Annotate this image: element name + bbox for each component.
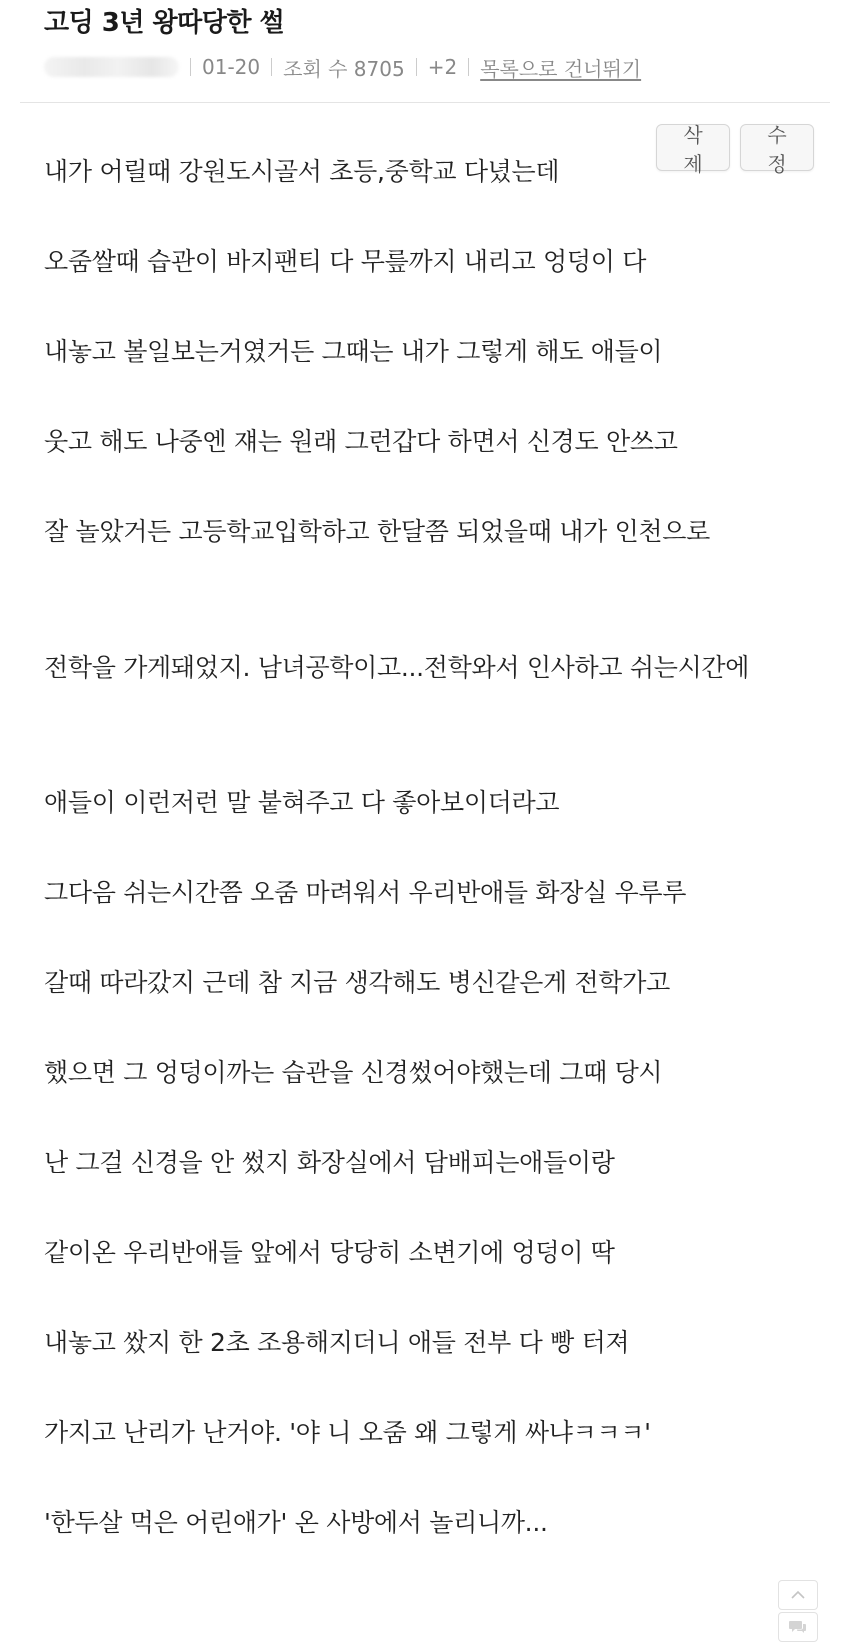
paragraph: 애들이 이런저런 말 붙혀주고 다 좋아보이더라고 (44, 788, 560, 817)
post-title: 고딩 3년 왕따당한 썰 (44, 8, 285, 38)
paragraph: 했으면 그 엉덩이까는 습관을 신경썼어야했는데 그때 당시 (44, 1058, 663, 1087)
chevron-up-icon (790, 1590, 806, 1600)
edit-button[interactable]: 수정 (740, 124, 814, 171)
paragraph: 같이온 우리반애들 앞에서 당당히 소변기에 엉덩이 딱 (44, 1238, 615, 1267)
post-date: 01-20 (202, 55, 261, 79)
paragraph: 잘 놀았거든 고등학교입학하고 한달쯤 되었을때 내가 인천으로 (44, 517, 710, 546)
header-divider (20, 102, 830, 103)
paragraph: 내놓고 쌌지 한 2초 조용해지더니 애들 전부 다 빵 터져 (44, 1328, 630, 1357)
paragraph: 오줌쌀때 습관이 바지팬티 다 무릎까지 내리고 엉덩이 다 (44, 247, 647, 276)
paragraph: 내가 어릴때 강원도시골서 초등,중학교 다녔는데 (44, 157, 560, 186)
paragraph: 웃고 해도 나중엔 쟤는 원래 그런갑다 하면서 신경도 안쓰고 (44, 427, 678, 456)
vote-count: +2 (427, 55, 458, 79)
meta-separator (190, 58, 191, 76)
skip-to-list-link[interactable]: 목록으로 건너뛰기 (480, 56, 642, 81)
author-name-blurred[interactable] (44, 57, 179, 77)
comments-button[interactable] (778, 1612, 818, 1642)
scroll-to-top-button[interactable] (778, 1580, 818, 1610)
meta-separator (271, 58, 272, 76)
paragraph: 갈때 따라갔지 근데 참 지금 생각해도 병신같은게 전학가고 (44, 968, 670, 997)
paragraph: 가지고 난리가 난거야. '야 니 오줌 왜 그렇게 싸냐ㅋㅋㅋ' (44, 1418, 651, 1447)
paragraph: 그다음 쉬는시간쯤 오줌 마려워서 우리반애들 화장실 우루루 (44, 878, 687, 907)
paragraph: 난 그걸 신경을 안 썼지 화장실에서 담배피는애들이랑 (44, 1148, 615, 1177)
comment-icon (788, 1619, 808, 1635)
meta-separator (468, 58, 469, 76)
paragraph: '한두살 먹은 어린애가' 온 사방에서 놀리니까... (44, 1508, 548, 1537)
delete-button[interactable]: 삭제 (656, 124, 730, 171)
paragraph: 전학을 가게돼었지. 남녀공학이고...전학와서 인사하고 쉬는시간에 (44, 653, 750, 682)
meta-separator (416, 58, 417, 76)
view-count: 조회 수 8705 (283, 56, 405, 81)
post-meta (44, 52, 641, 82)
paragraph: 내놓고 볼일보는거였거든 그때는 내가 그렇게 해도 애들이 (44, 337, 663, 366)
